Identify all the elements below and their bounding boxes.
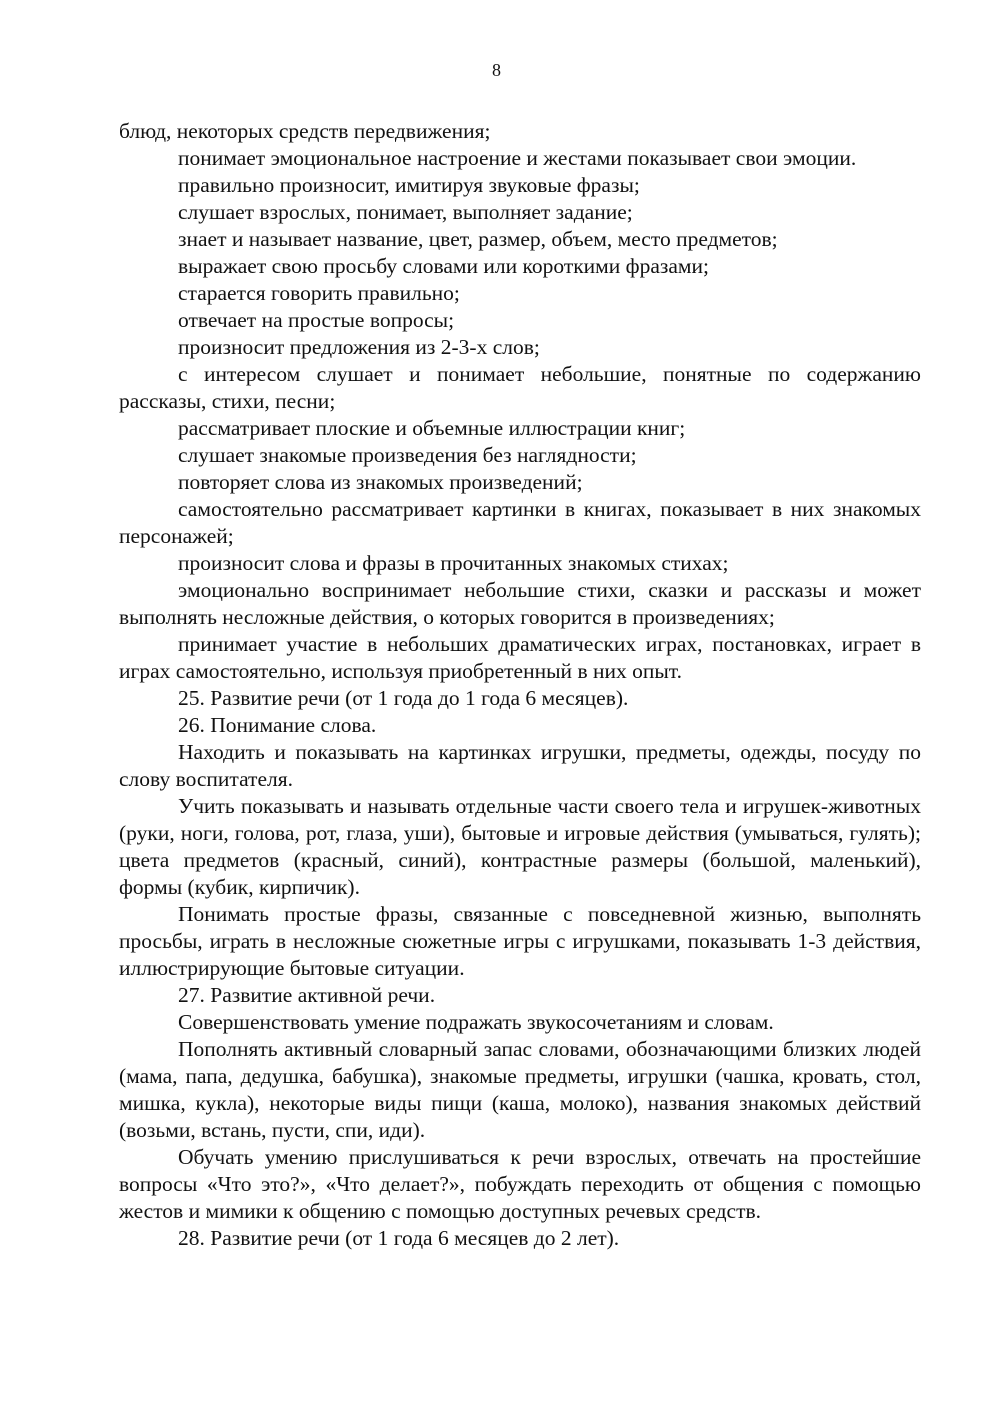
paragraph: Обучать умению прислушиваться к речи взрослых, отвечать на простейшие вопросы «Что это?», «Что делает?», побуждать переходить от общения с помощью жестов и мимики к общению с помощью доступных речевых средств. [119, 1145, 921, 1223]
paragraph: Совершенствовать умение подражать звукосочетаниям и словам. [178, 1010, 774, 1034]
paragraph: Пополнять активный словарный запас словами, обозначающими близких людей (мама, папа, дедушка, бабушка), знакомые предметы, игрушки (чашка, кровать, стол, мишка, кукла), некоторые виды пищи (каша, молоко), названия знакомых действий (возьми, встань, пусти, спи, иди). [119, 1037, 921, 1142]
paragraph-list-item: правильно произносит, имитируя звуковые фразы; [178, 173, 640, 197]
section-heading: 26. Понимание слова. [178, 713, 377, 737]
paragraph-list-item: самостоятельно рассматривает картинки в книгах, показывает в них знакомых персонажей; [119, 497, 921, 548]
page-number: 8 [492, 60, 501, 80]
paragraph-list-item: отвечает на простые вопросы; [178, 308, 455, 332]
paragraph-list-item: слушает знакомые произведения без наглядности; [178, 443, 637, 467]
paragraph-list-item: повторяет слова из знакомых произведений; [178, 470, 583, 494]
body-text [119, 118, 921, 1252]
paragraph-list-item: выражает свою просьбу словами или короткими фразами; [178, 254, 710, 278]
section-heading: 27. Развитие активной речи. [178, 983, 436, 1007]
paragraph-list-item: принимает участие в небольших драматических играх, постановках, играет в играх самостоятельно, используя приобретенный в них опыт. [119, 632, 921, 683]
section-heading: 25. Развитие речи (от 1 года до 1 года 6 месяцев). [178, 686, 629, 710]
paragraph-list-item: понимает эмоциональное настроение и жестами показывает свои эмоции. [178, 146, 857, 170]
paragraph-list-item: старается говорить правильно; [178, 281, 460, 305]
paragraph-continuation: блюд, некоторых средств передвижения; [119, 119, 491, 143]
section-heading: 28. Развитие речи (от 1 года 6 месяцев до 2 лет). [178, 1226, 620, 1250]
paragraph-list-item: произносит слова и фразы в прочитанных знакомых стихах; [178, 551, 729, 575]
paragraph: Понимать простые фразы, связанные с повседневной жизнью, выполнять просьбы, играть в несложные сюжетные игры с игрушками, показывать 1-3 действия, иллюстрирующие бытовые ситуации. [119, 902, 921, 980]
paragraph-list-item: произносит предложения из 2-3-х слов; [178, 335, 540, 359]
paragraph-list-item: рассматривает плоские и объемные иллюстрации книг; [178, 416, 686, 440]
paragraph-list-item: эмоционально воспринимает небольшие стихи, сказки и рассказы и может выполнять несложные действия, о которых говорится в произведениях; [119, 578, 921, 629]
paragraph: Находить и показывать на картинках игрушки, предметы, одежды, посуду по слову воспитателя. [119, 740, 921, 791]
paragraph-list-item: с интересом слушает и понимает небольшие, понятные по содержанию рассказы, стихи, песни; [119, 362, 921, 413]
paragraph-list-item: знает и называет название, цвет, размер, объем, место предметов; [178, 227, 778, 251]
paragraph-list-item: слушает взрослых, понимает, выполняет задание; [178, 200, 633, 224]
paragraph: Учить показывать и называть отдельные части своего тела и игрушек-животных (руки, ноги, голова, рот, глаза, уши), бытовые и игровые действия (умываться, гулять); цвета предметов (красный, синий), контрастные размеры (большой, маленький), формы (кубик, кирпичик). [119, 794, 921, 899]
